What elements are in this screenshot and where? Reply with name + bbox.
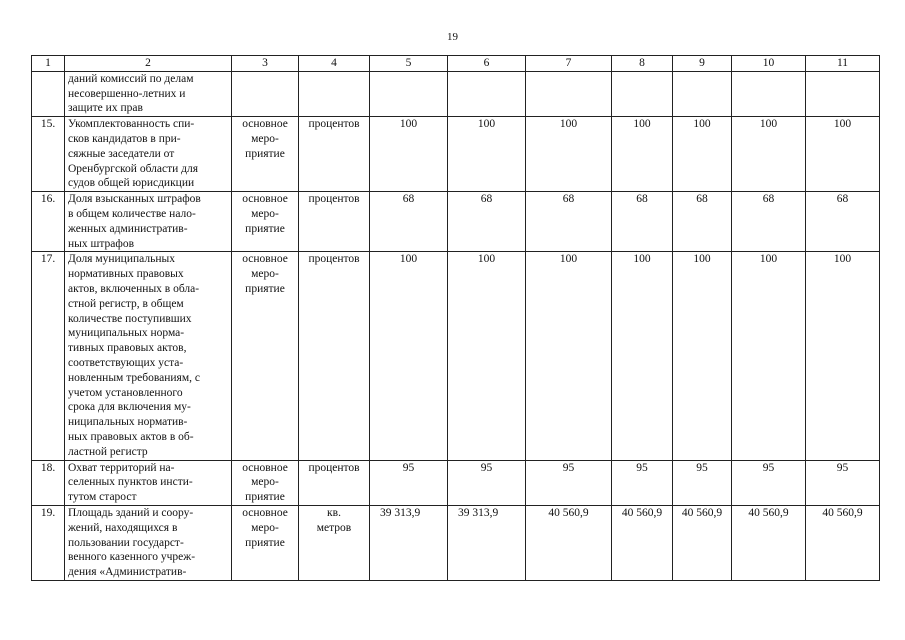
indicator-value: 68: [370, 192, 448, 252]
indicator-value: 100: [732, 117, 806, 192]
column-number: 7: [526, 56, 612, 72]
indicator-value: 100: [732, 252, 806, 460]
column-number: 5: [370, 56, 448, 72]
column-number: 3: [232, 56, 299, 72]
indicator-value: 39 313,9: [448, 505, 526, 580]
indicators-table: [31, 55, 880, 581]
indicator-value: 40 560,9: [673, 505, 732, 580]
indicator-value: 100: [806, 252, 880, 460]
column-number: 11: [806, 56, 880, 72]
indicator-value: [806, 71, 880, 116]
column-number: 8: [612, 56, 673, 72]
column-number: 9: [673, 56, 732, 72]
row-number: 18.: [32, 460, 65, 505]
indicator-value: 100: [370, 117, 448, 192]
column-number: 10: [732, 56, 806, 72]
indicator-value: 95: [370, 460, 448, 505]
unit-of-measure: кв. метров: [299, 505, 370, 580]
table-row: [32, 252, 880, 460]
row-number: 16.: [32, 192, 65, 252]
indicator-type: основное меро- приятие: [232, 252, 299, 460]
indicator-value: 100: [673, 252, 732, 460]
row-number: 19.: [32, 505, 65, 580]
indicator-value: 68: [448, 192, 526, 252]
indicator-value: 100: [448, 252, 526, 460]
indicator-type: [232, 71, 299, 116]
row-number: 17.: [32, 252, 65, 460]
indicator-type: основное меро- приятие: [232, 505, 299, 580]
indicator-value: 39 313,9: [370, 505, 448, 580]
indicator-value: 68: [526, 192, 612, 252]
indicator-value: 95: [448, 460, 526, 505]
unit-of-measure: процентов: [299, 117, 370, 192]
indicator-value: [732, 71, 806, 116]
table-row: [32, 460, 880, 505]
indicator-name: даний комиссий по делам несовершенно-летних и защите их прав: [65, 71, 232, 116]
indicator-value: [448, 71, 526, 116]
indicator-type: основное меро- приятие: [232, 460, 299, 505]
indicator-value: 100: [612, 117, 673, 192]
row-number: 15.: [32, 117, 65, 192]
indicator-value: 95: [612, 460, 673, 505]
indicator-value: 95: [526, 460, 612, 505]
indicator-value: 40 560,9: [526, 505, 612, 580]
table-row: [32, 71, 880, 116]
page-number: 19: [447, 31, 458, 43]
indicator-name: Охват территорий на- селенных пунктов инсти- тутом старост: [65, 460, 232, 505]
unit-of-measure: процентов: [299, 252, 370, 460]
indicator-value: 95: [673, 460, 732, 505]
indicator-value: 68: [673, 192, 732, 252]
unit-of-measure: процентов: [299, 192, 370, 252]
table-row: [32, 505, 880, 580]
indicator-name: Доля муниципальных нормативных правовых актов, включенных в обла- стной регистр, в общем количестве поступивших муниципальных норма- тивных правовых актов, соответствующих уста- новленным требованиям, с учетом установленного срока для включения му- ниципальных норматив- ных правовых актов в об- ластной регистр: [65, 252, 232, 460]
indicator-value: [526, 71, 612, 116]
column-number: 4: [299, 56, 370, 72]
indicator-value: 100: [806, 117, 880, 192]
indicator-value: [370, 71, 448, 116]
indicator-name: Укомплектованность спи- сков кандидатов в при- сяжные заседатели от Оренбургской области для судов общей юрисдикции: [65, 117, 232, 192]
column-number: 2: [65, 56, 232, 72]
indicator-value: 100: [448, 117, 526, 192]
indicator-value: 95: [732, 460, 806, 505]
indicator-value: 68: [732, 192, 806, 252]
indicator-value: 40 560,9: [612, 505, 673, 580]
indicator-value: 68: [806, 192, 880, 252]
indicator-value: 100: [673, 117, 732, 192]
column-number: 1: [32, 56, 65, 72]
indicator-value: 100: [526, 252, 612, 460]
indicator-value: 40 560,9: [806, 505, 880, 580]
indicator-type: основное меро- приятие: [232, 192, 299, 252]
indicator-value: 95: [806, 460, 880, 505]
indicator-name: Доля взысканных штрафов в общем количестве нало- женных административ- ных штрафов: [65, 192, 232, 252]
indicator-value: [673, 71, 732, 116]
indicator-value: 100: [526, 117, 612, 192]
indicator-name: Площадь зданий и соору- жений, находящихся в пользовании государст- венного казенного учреж- дения «Административ-: [65, 505, 232, 580]
table-row: [32, 192, 880, 252]
indicator-type: основное меро- приятие: [232, 117, 299, 192]
column-number-row: [32, 56, 880, 72]
row-number: [32, 71, 65, 116]
indicator-value: 100: [370, 252, 448, 460]
indicator-value: 40 560,9: [732, 505, 806, 580]
column-number: 6: [448, 56, 526, 72]
unit-of-measure: [299, 71, 370, 116]
table-row: [32, 117, 880, 192]
unit-of-measure: процентов: [299, 460, 370, 505]
indicator-value: 68: [612, 192, 673, 252]
indicator-value: 100: [612, 252, 673, 460]
indicator-value: [612, 71, 673, 116]
